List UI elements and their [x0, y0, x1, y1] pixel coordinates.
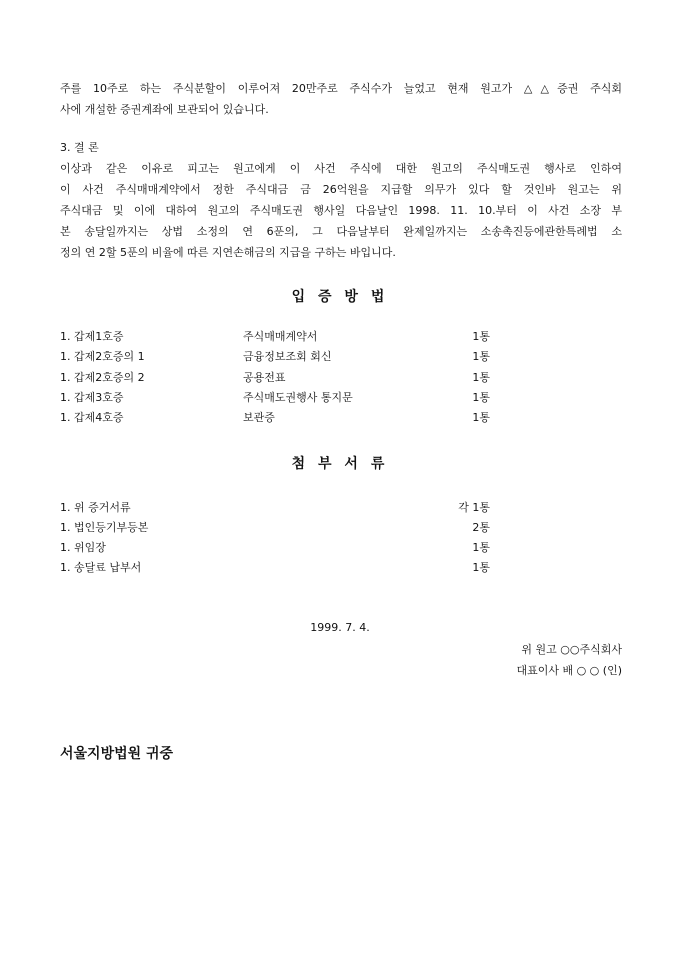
evidence-name: 공용전표 — [243, 371, 286, 384]
attachment-count: 2통 — [472, 521, 490, 534]
evidence-count: 1통 — [472, 330, 490, 343]
evidence-count: 1통 — [472, 411, 490, 424]
evidence-row — [60, 409, 490, 425]
attachment-name: 1. 위임장 — [60, 541, 106, 554]
evidence-name: 보관증 — [243, 411, 275, 424]
evidence-number: 1. 갑제4호증 — [60, 411, 124, 424]
attachment-count: 각 1통 — [458, 501, 490, 514]
body-line: 사에 개설한 증권계좌에 보관되어 있습니다. — [60, 103, 269, 116]
evidence-row — [60, 328, 490, 344]
attachment-row — [60, 499, 490, 515]
evidence-name: 주식매도권행사 통지문 — [243, 391, 353, 404]
evidence-row — [60, 369, 490, 385]
evidence-count: 1통 — [472, 350, 490, 363]
evidence-number: 1. 갑제3호증 — [60, 391, 124, 404]
conclusion-line: 이 사건 주식매매계약에서 정한 주식대금 금 26억원을 지급할 의무가 있다 할 것인바 원고는 위 — [60, 183, 622, 196]
conclusion-line: 주식대금 및 이에 대하여 원고의 주식매도권 행사일 다음날인 1998. 11. 10.부터 이 사건 소장 부 — [60, 204, 622, 217]
conclusion-line: 정의 연 2할 5푼의 비율에 따른 지연손해금의 지급을 구하는 바입니다. — [60, 246, 396, 259]
attachment-row — [60, 559, 490, 575]
representative-signature: 대표이사 배 ○ ○ (인) — [516, 664, 622, 677]
evidence-count: 1통 — [472, 391, 490, 404]
attachment-name: 1. 송달료 납부서 — [60, 561, 142, 574]
evidence-number: 1. 갑제1호증 — [60, 330, 124, 343]
section-heading: 3. 결 론 — [60, 141, 99, 154]
attachment-row — [60, 539, 490, 555]
evidence-number: 1. 갑제2호증의 1 — [60, 350, 145, 363]
plaintiff-name: 위 원고 ○○주식회사 — [521, 643, 622, 656]
attachments-heading: 첨 부 서 류 — [291, 456, 389, 472]
conclusion-line: 이상과 같은 이유로 피고는 원고에게 이 사건 주식에 대한 원고의 주식매도권 행사로 인하여 — [60, 162, 622, 175]
evidence-number: 1. 갑제2호증의 2 — [60, 371, 145, 384]
attachment-count: 1통 — [472, 561, 490, 574]
conclusion-line: 본 송달일까지는 상법 소정의 연 6푼의, 그 다음날부터 완제일까지는 소송촉진등에관한특례법 소 — [60, 225, 622, 238]
evidence-name: 주식매매계약서 — [243, 330, 318, 343]
attachment-name: 1. 위 증거서류 — [60, 501, 131, 514]
evidence-heading: 입 증 방 법 — [291, 289, 389, 305]
evidence-row — [60, 389, 490, 405]
attachment-count: 1통 — [472, 541, 490, 554]
attachment-row — [60, 519, 490, 535]
evidence-row — [60, 348, 490, 364]
filing-date: 1999. 7. 4. — [310, 621, 370, 634]
attachment-name: 1. 법인등기부등본 — [60, 521, 149, 534]
body-line: 주를 10주로 하는 주식분할이 이루어져 20만주로 주식수가 늘었고 현재 원고가 △△증권 주식회 — [60, 82, 622, 95]
court-addressee: 서울지방법원 귀중 — [60, 746, 174, 762]
evidence-count: 1통 — [472, 371, 490, 384]
evidence-name: 금융정보조회 회신 — [243, 350, 332, 363]
